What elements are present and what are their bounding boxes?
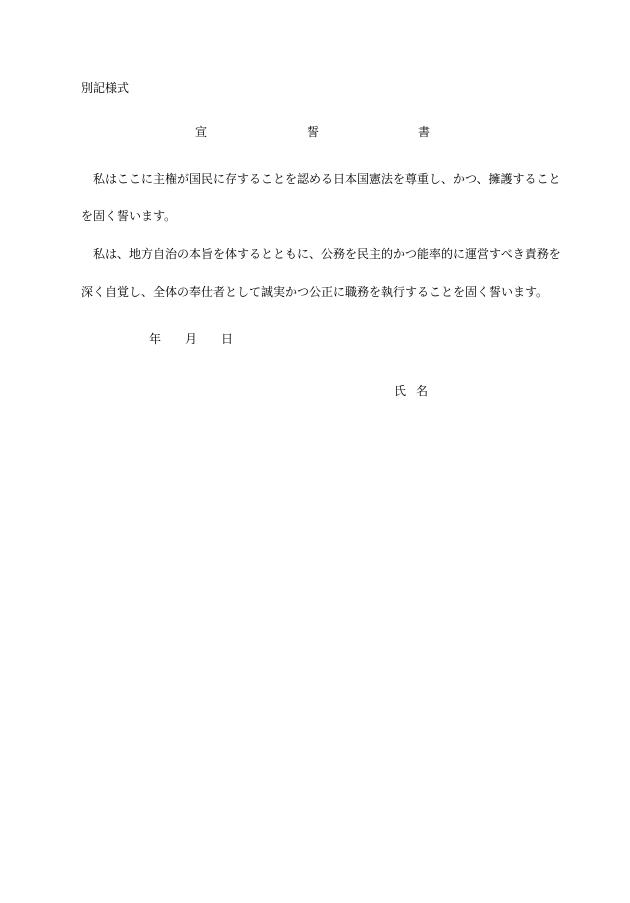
paragraph-2-line-1: 私は、地方自治の本旨を体するとともに、公務を民主的かつ能率的に運営すべき責務を	[93, 247, 561, 261]
date-day-label: 日	[221, 332, 234, 346]
title-char-2: 誓	[307, 125, 320, 139]
title-char-1: 宣	[195, 125, 208, 139]
form-label: 別記様式	[81, 81, 130, 95]
paragraph-1-line-1: 私はここに主権が国民に存することを認める日本国憲法を尊重し、かつ、擁護すること	[93, 172, 561, 186]
paragraph-1-line-2: を固く誓います。	[81, 209, 177, 223]
paragraph-2-line-2: 深く自覚し、全体の奉仕者として誠実かつ公正に職務を執行することを固く誓います。	[81, 285, 549, 299]
date-year-label: 年	[149, 332, 162, 346]
date-month-label: 月	[185, 332, 198, 346]
title-char-3: 書	[418, 125, 431, 139]
signature-name-label: 氏名	[394, 384, 439, 398]
